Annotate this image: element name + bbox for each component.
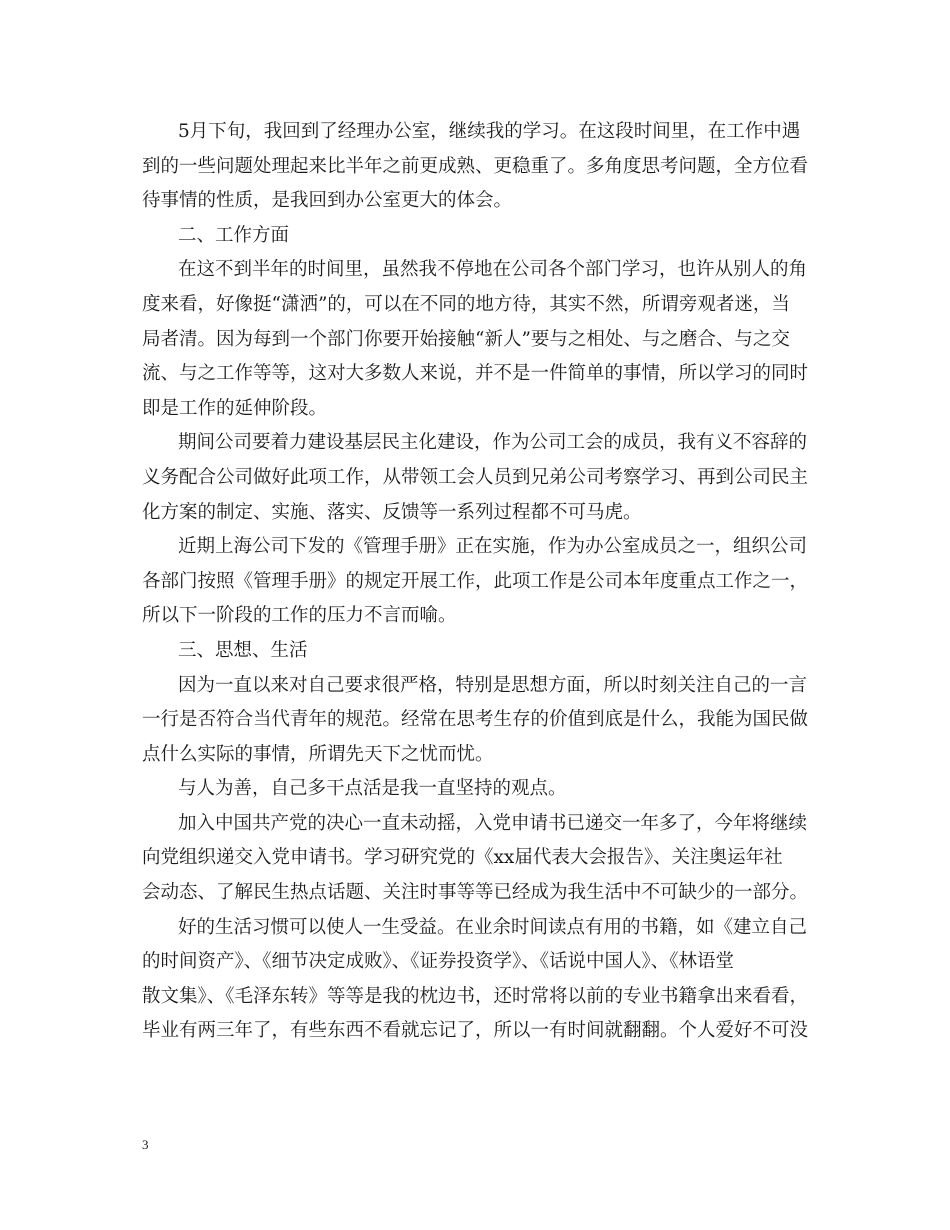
text-line: 的时间资产》、《细节决定成败》、《证券投资学》、《话说中国人》、《林语堂 bbox=[142, 951, 735, 973]
section-heading: 二、工作方面 bbox=[178, 224, 290, 246]
text-line: 因为一直以来对自己要求很严格，特别是思想方面，所以时刻关注自己的一言 bbox=[178, 674, 808, 696]
text-line: 加入中国共产党的决心一直未动摇，入党申请书已递交一年多了，今年将继续 bbox=[178, 812, 808, 834]
document-body bbox=[142, 115, 814, 1049]
text-line: 在这不到半年的时间里，虽然我不停地在公司各个部门学习，也许从别人的角 bbox=[178, 259, 808, 281]
text-line: 会动态、了解民生热点话题、关注时事等等已经成为我生活中不可缺少的一部分。 bbox=[142, 882, 809, 904]
text-line: 义务配合公司做好此项工作，从带领工会人员到兄弟公司考察学习、再到公司民主 bbox=[142, 466, 809, 488]
text-line: 期间公司要着力建设基层民主化建设，作为公司工会的成员，我有义不容辞的 bbox=[178, 432, 808, 454]
text-line: 好的生活习惯可以使人一生受益。在业余时间读点有用的书籍，如《建立自己 bbox=[178, 916, 808, 938]
text-line: 毕业有两三年了，有些东西不看就忘记了，所以一有时间就翻翻。个人爱好不可没 bbox=[142, 1020, 809, 1042]
text-line: 到的一些问题处理起来比半年之前更成熟、更稳重了。多角度思考问题，全方位看 bbox=[142, 155, 809, 177]
text-line: 化方案的制定、实施、落实、反馈等一系列过程都不可马虎。 bbox=[142, 501, 642, 523]
section-heading: 三、思想、生活 bbox=[178, 639, 308, 661]
text-line: 散文集》、《毛泽东转》等等是我的枕边书，还时常将以前的专业书籍拿出来看看， bbox=[142, 985, 809, 1007]
text-line: 所以下一阶段的工作的压力不言而喻。 bbox=[142, 605, 457, 627]
text-line: 一行是否符合当代青年的规范。经常在思考生存的价值到底是什么，我能为国民做 bbox=[142, 709, 809, 731]
text-line: 各部门按照《管理手册》的规定开展工作，此项工作是公司本年度重点工作之一， bbox=[142, 570, 809, 592]
text-line: 向党组织递交入党申请书。学习研究党的《xx届代表大会报告》、关注奥运年社 bbox=[142, 847, 783, 869]
text-line: 即是工作的延伸阶段。 bbox=[142, 397, 328, 419]
text-line: 度来看，好像挺“潇洒”的，可以在不同的地方待，其实不然，所谓旁观者迷，当 bbox=[142, 293, 790, 315]
text-line: 流、与之工作等等，这对大多数人来说，并不是一件简单的事情，所以学习的同时 bbox=[142, 363, 809, 385]
text-line: 待事情的性质，是我回到办公室更大的体会。 bbox=[142, 190, 513, 212]
text-line: 5月下旬，我回到了经理办公室，继续我的学习。在这段时间里，在工作中遇 bbox=[178, 121, 801, 142]
page-number: 3 bbox=[142, 1137, 149, 1152]
text-line: 局者清。因为每到一个部门你要开始接触“新人”要与之相处、与之磨合、与之交 bbox=[142, 328, 790, 350]
text-line: 近期上海公司下发的《管理手册》正在实施，作为办公室成员之一，组织公司 bbox=[178, 536, 808, 558]
text-line: 点什么实际的事情，所谓先天下之忧而忧。 bbox=[142, 743, 494, 765]
text-line: 与人为善，自己多干点活是我一直坚持的观点。 bbox=[178, 778, 567, 800]
